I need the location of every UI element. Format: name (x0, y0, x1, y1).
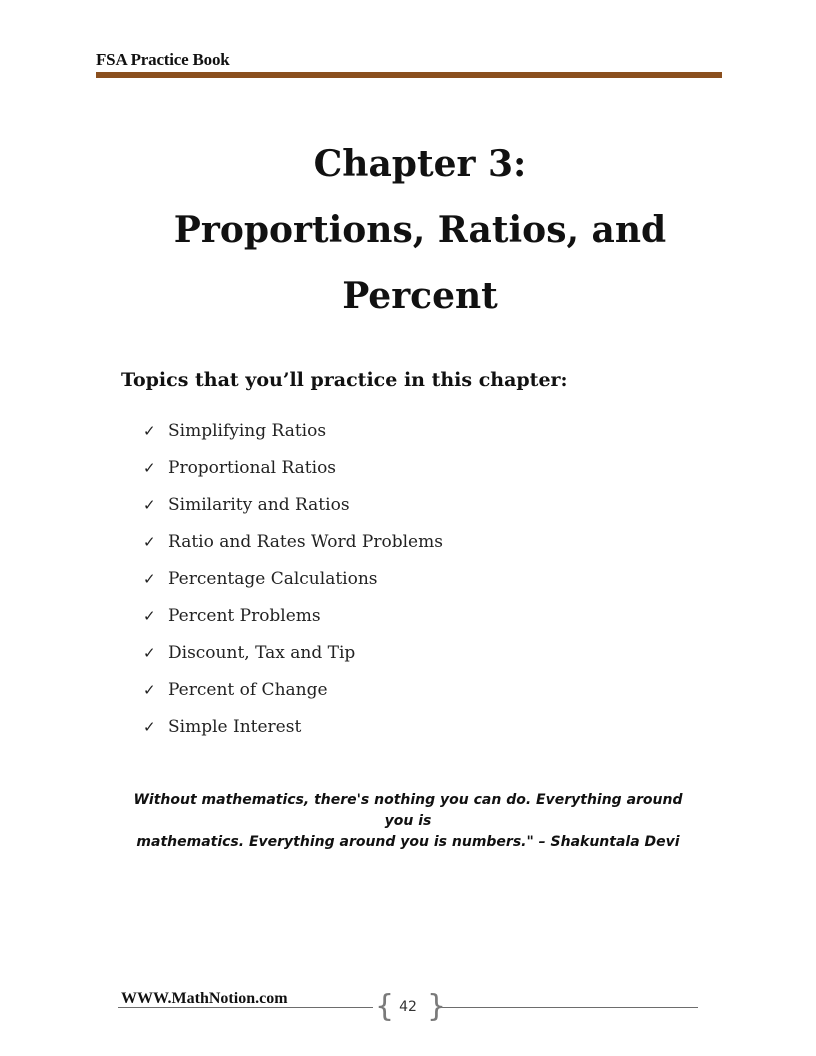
checkmark-icon: ✓ (143, 717, 156, 736)
topic-label: Discount, Tax and Tip (168, 642, 356, 663)
topic-item (143, 523, 443, 560)
checkmark-icon: ✓ (143, 680, 156, 699)
topic-item (143, 634, 443, 671)
topic-item (143, 597, 443, 634)
chapter-title-line-1: Chapter 3: (313, 143, 527, 185)
quote-line-1: Without mathematics, there's nothing you can do. Everything around you is (133, 792, 683, 829)
topic-label: Percent Problems (168, 605, 321, 626)
topic-label: Percentage Calculations (168, 568, 378, 589)
right-bracket-icon: } (427, 989, 447, 1024)
header-title: FSA Practice Book (96, 50, 230, 69)
chapter-title-line-3: Percent (342, 275, 498, 317)
checkmark-icon: ✓ (143, 532, 156, 551)
checkmark-icon: ✓ (143, 495, 156, 514)
checkmark-icon: ✓ (143, 458, 156, 477)
topic-label: Simple Interest (168, 716, 302, 737)
checkmark-icon: ✓ (143, 569, 156, 588)
chapter-title-line-2: Proportions, Ratios, and (173, 209, 667, 251)
footer-rule-left (118, 1007, 373, 1008)
topic-item (143, 412, 443, 449)
topics-list (143, 412, 443, 745)
topic-item (143, 671, 443, 708)
checkmark-icon: ✓ (143, 643, 156, 662)
topic-item (143, 449, 443, 486)
checkmark-icon: ✓ (143, 606, 156, 625)
page-number: 42 (399, 999, 417, 1015)
footer-website: WWW.MathNotion.com (121, 990, 288, 1007)
topics-heading: Topics that you’ll practice in this chapter: (121, 369, 568, 391)
quote (120, 790, 696, 853)
header-rule (96, 72, 722, 78)
topic-item (143, 486, 443, 523)
topic-label: Proportional Ratios (168, 457, 337, 478)
topic-label: Simplifying Ratios (168, 420, 327, 441)
checkmark-icon: ✓ (143, 421, 156, 440)
footer-rule-right (440, 1007, 698, 1008)
topic-item (143, 708, 443, 745)
topic-label: Similarity and Ratios (168, 494, 350, 515)
quote-line-2: mathematics. Everything around you is numbers." – Shakuntala Devi (136, 834, 680, 850)
topic-label: Percent of Change (168, 679, 328, 700)
left-bracket-icon: { (375, 989, 395, 1024)
topic-item (143, 560, 443, 597)
topic-label: Ratio and Rates Word Problems (168, 531, 443, 552)
